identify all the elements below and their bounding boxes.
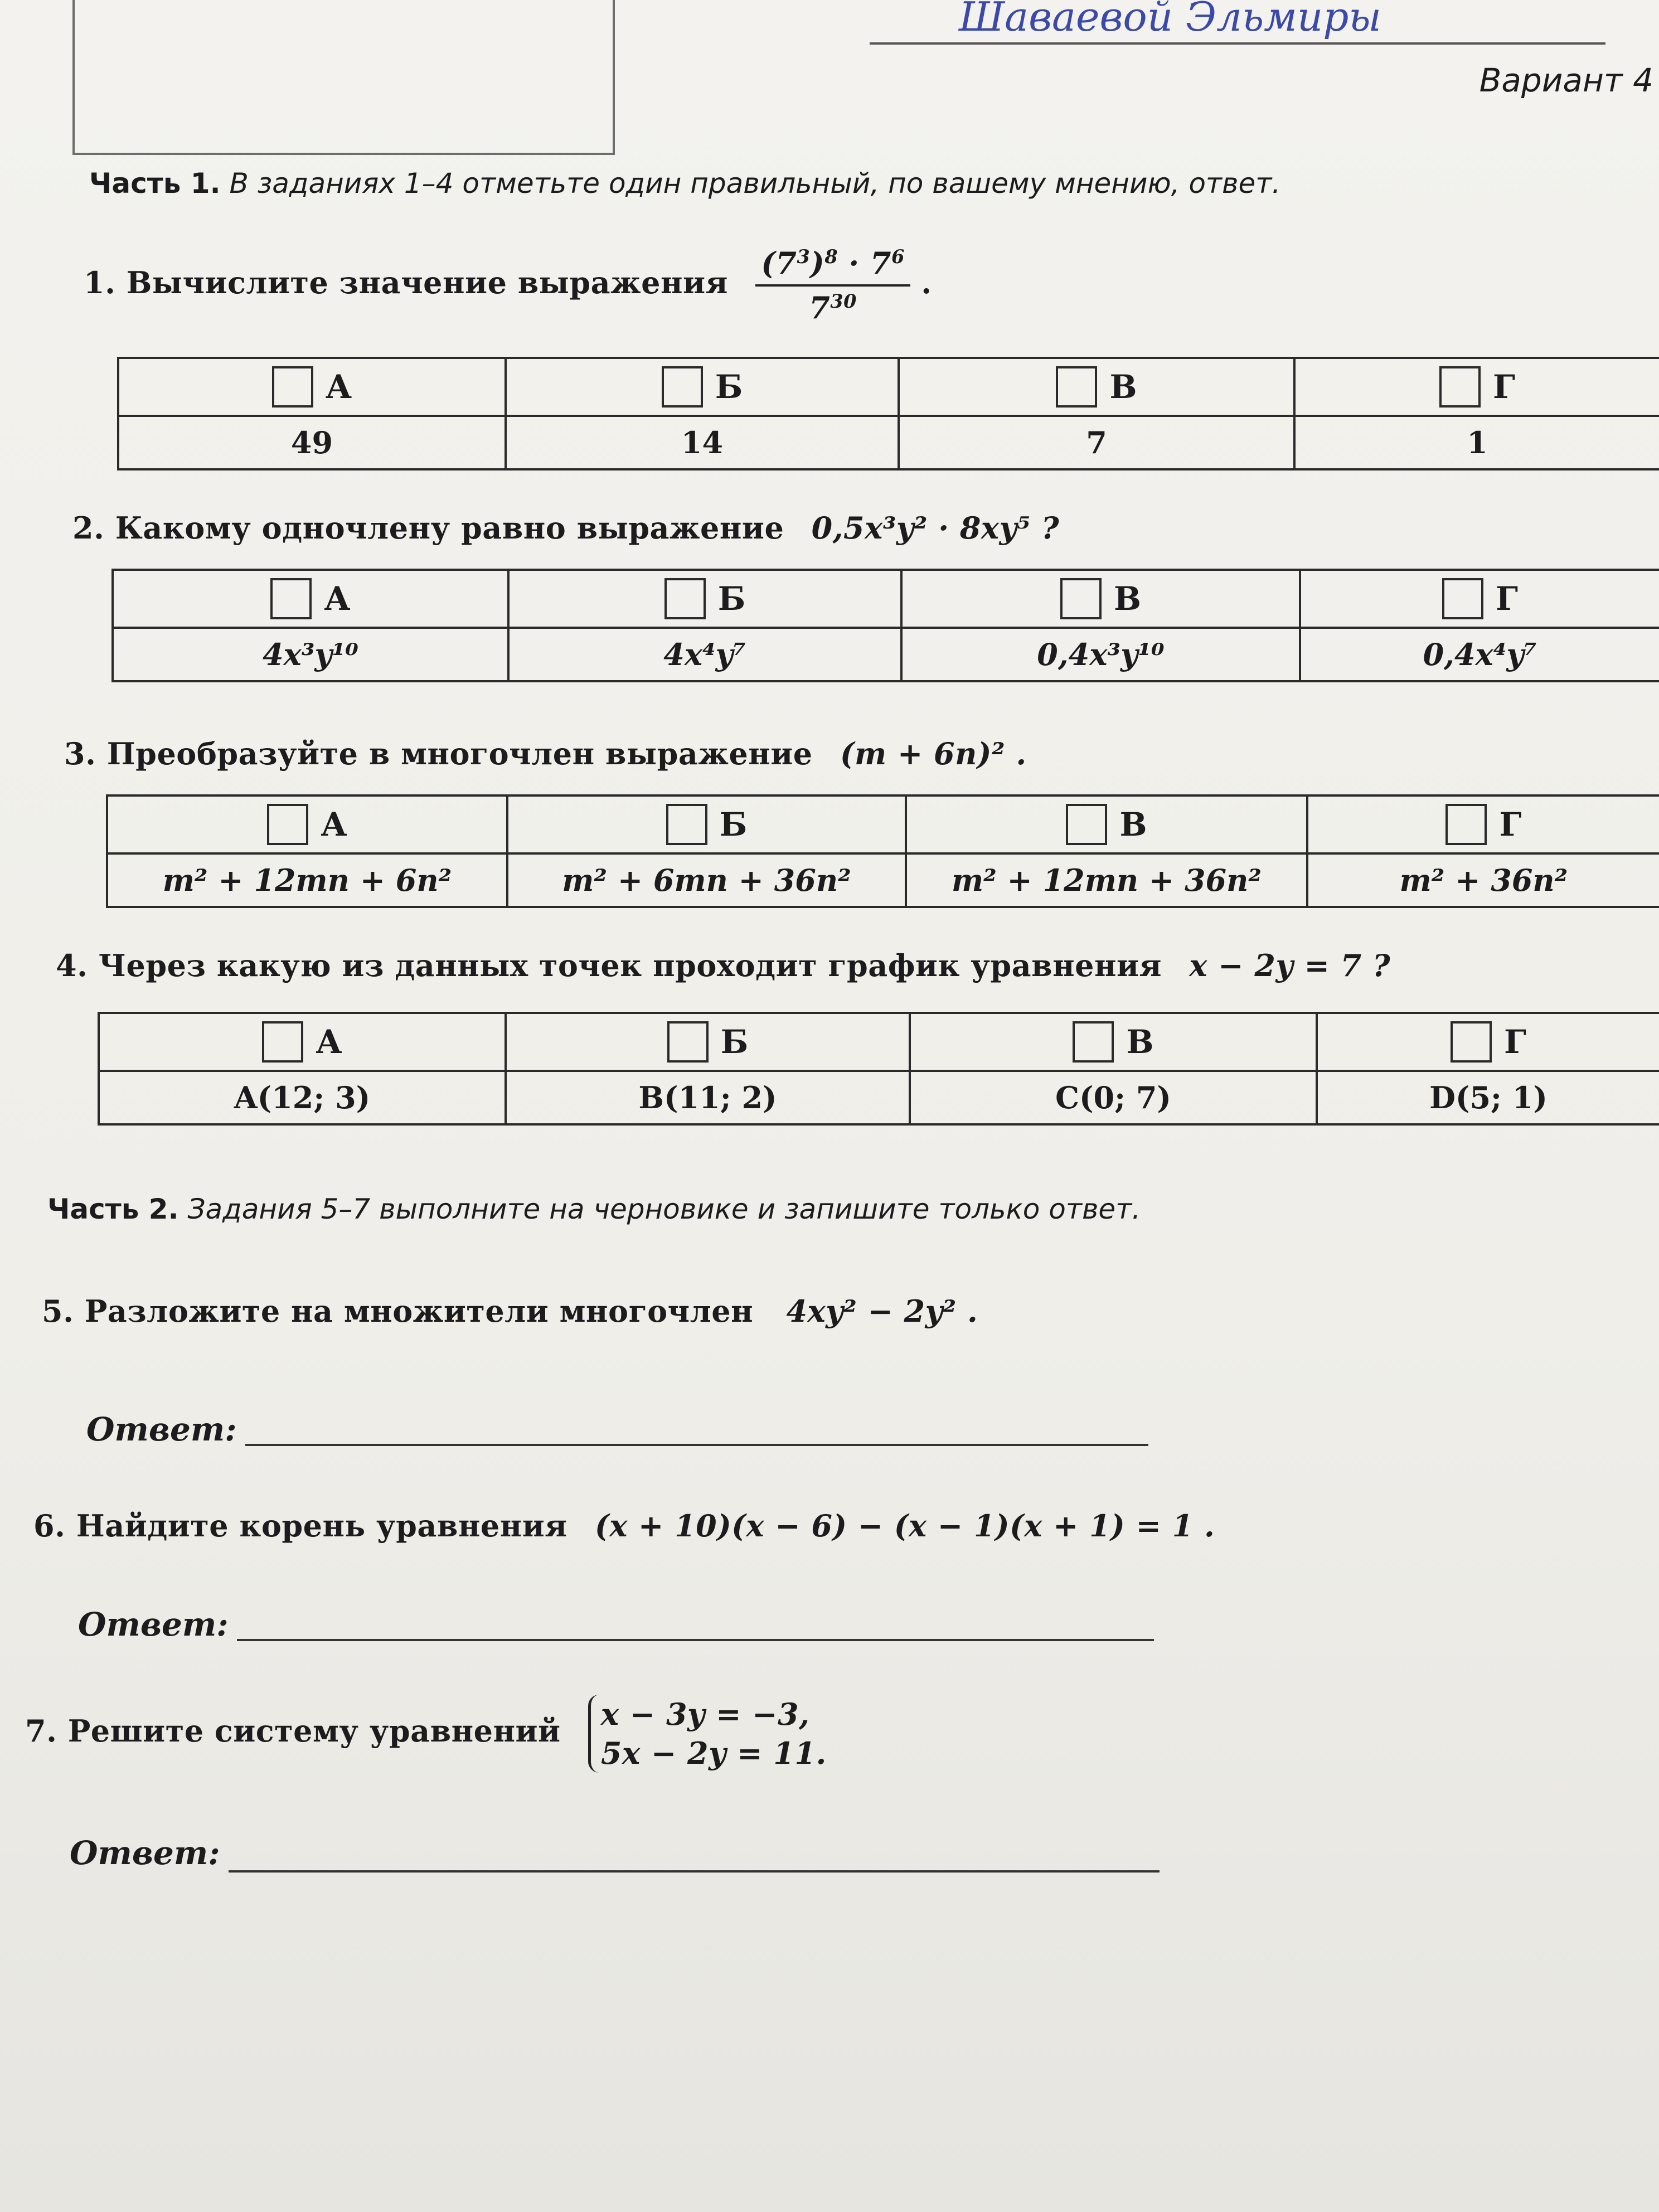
q5-expression: 4xy² − 2y² . [786,1293,978,1329]
student-name: Шаваевой Эльмиры [870,0,1605,45]
q3-option-v[interactable]: В [906,795,1307,853]
question-5: 5. Разложите на множители многочлен 4xy² − 2y² . [42,1293,978,1329]
question-text: Разложите на множители многочлен [84,1293,754,1329]
q1-value-b: 14 [506,416,899,469]
question-3: 3. Преобразуйте в многочлен выражение (m + 6n)² . [64,736,1027,772]
checkbox[interactable] [666,804,707,845]
part1-title: Часть 1. [89,167,221,200]
q2-option-g[interactable]: Г [1300,570,1659,628]
checkbox[interactable] [270,578,312,619]
q2-value-a: 4x³y¹⁰ [113,628,508,681]
checkbox[interactable] [1442,578,1483,619]
checkbox[interactable] [1073,1021,1114,1063]
part1-header [89,167,1280,200]
q6-answer-line[interactable] [237,1639,1154,1641]
checkbox[interactable] [262,1021,303,1063]
checkbox[interactable] [1445,804,1487,845]
checkbox[interactable] [267,804,308,845]
question-number: 1. [84,265,116,301]
q4-options-table [98,1012,1659,1126]
part1-instruction: В заданиях 1–4 отметьте один правильный, по вашему мнению, ответ. [229,167,1281,200]
q2-value-b: 4x⁴y⁷ [508,628,901,681]
q1-option-b[interactable]: Б [506,358,899,416]
q7-equation-1: x − 3y = −3, [600,1696,810,1732]
q6-expression: (x + 10)(x − 6) − (x − 1)(x + 1) = 1 . [595,1508,1215,1544]
q3-value-b: m² + 6mn + 36n² [507,853,906,907]
q2-expression: 0,5x³y² · 8xy⁵ ? [811,510,1060,546]
q5-answer-line[interactable] [245,1444,1148,1446]
question-4: 4. Через какую из данных точек проходит график уравнения x − 2y = 7 ? [56,948,1391,983]
checkbox[interactable] [1439,366,1481,408]
q4-value-g: D(5; 1) [1317,1071,1659,1124]
q1-option-a[interactable]: А [118,358,506,416]
question-2: 2. Какому одночлену равно выражение 0,5x³y² · 8xy⁵ ? [72,510,1060,546]
q2-option-v[interactable]: В [901,570,1300,628]
q6-answer-label: Ответ: [78,1605,229,1643]
question-text: Какому одночлену равно выражение [115,510,784,546]
q7-equation-2: 5x − 2y = 11. [600,1735,827,1771]
question-text: Найдите корень уравнения [76,1508,567,1544]
q1-value-v: 7 [899,416,1294,469]
q3-option-g[interactable]: Г [1307,795,1659,853]
q4-option-v[interactable]: В [910,1013,1317,1071]
q3-option-b[interactable]: Б [507,795,906,853]
part2-header [47,1193,1141,1225]
q4-value-a: A(12; 3) [99,1071,506,1124]
q1-option-v[interactable]: В [899,358,1294,416]
question-text: Через какую из данных точек проходит график уравнения [98,948,1162,983]
q7-answer-line[interactable] [229,1870,1160,1873]
q4-option-b[interactable]: Б [506,1013,910,1071]
checkbox[interactable] [1056,366,1097,408]
question-6: 6. Найдите корень уравнения (x + 10)(x − 6) − (x − 1)(x + 1) = 1 . [33,1508,1215,1544]
q7-answer-label: Ответ: [70,1834,220,1872]
q1-option-g[interactable]: Г [1294,358,1659,416]
part2-instruction: Задания 5–7 выполните на черновике и запишите только ответ. [187,1193,1141,1225]
checkbox[interactable] [664,578,706,619]
checkbox[interactable] [272,366,313,408]
grade-box [72,0,615,155]
checkbox[interactable] [1066,804,1107,845]
q2-value-g: 0,4x⁴y⁷ [1300,628,1659,681]
question-1: 1. Вычислите значение выражения $\frac{(7^3)^8 \cdot 7^6}{7^{30}}$ . [84,245,932,326]
question-text: Решите систему уравнений [67,1713,561,1749]
checkbox[interactable] [1060,578,1102,619]
q4-value-b: B(11; 2) [506,1071,910,1124]
q2-option-a[interactable]: А [113,570,508,628]
q4-value-v: C(0; 7) [910,1071,1317,1124]
q2-value-v: 0,4x³y¹⁰ [901,628,1300,681]
q1-value-g: 1 [1294,416,1659,469]
q3-options-table [106,794,1659,908]
checkbox[interactable] [1451,1021,1492,1063]
question-text: Преобразуйте в многочлен выражение [106,736,813,772]
question-text: Вычислите значение выражения [126,265,729,301]
q2-option-b[interactable]: Б [508,570,901,628]
part2-title: Часть 2. [47,1193,179,1225]
q3-option-a[interactable]: А [107,795,507,853]
q2-options-table [111,569,1659,682]
q3-value-v: m² + 12mn + 36n² [906,853,1307,907]
q4-option-a[interactable]: А [99,1013,506,1071]
q1-value-a: 49 [118,416,506,469]
q4-expression: x − 2y = 7 ? [1189,948,1391,983]
q3-expression: (m + 6n)² . [840,736,1027,772]
question-7: 7. Решите систему уравнений x − 3y = −3, 5x − 2y = 11. [25,1695,827,1773]
q3-value-g: m² + 36n² [1307,853,1659,907]
q3-value-a: m² + 12mn + 6n² [107,853,507,907]
q5-answer-label: Ответ: [86,1410,237,1448]
q1-options-table [117,357,1659,470]
variant-label: Вариант 4 [1479,61,1653,99]
q1-fraction [755,245,910,326]
q7-system [588,1695,827,1773]
q1-denominator: $7^{30}$ [809,290,857,326]
q4-option-g[interactable]: Г [1317,1013,1659,1071]
q1-numerator: $(7^3)^8 \cdot 7^6$ [755,245,910,287]
checkbox[interactable] [667,1021,709,1063]
checkbox[interactable] [662,366,703,408]
